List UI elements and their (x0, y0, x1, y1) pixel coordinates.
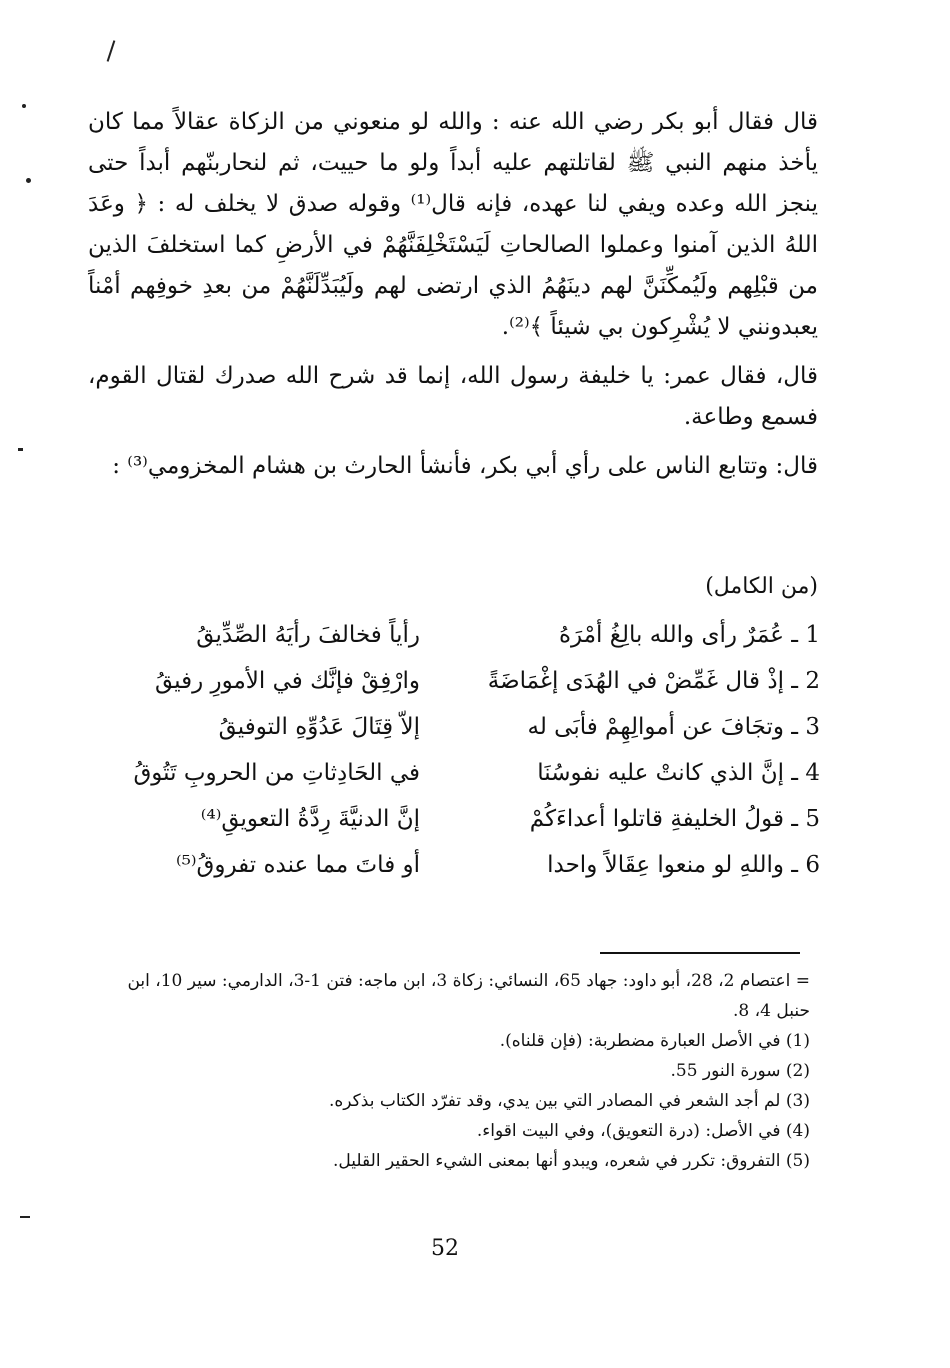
verse-second-hemistich: أو فاتَ مما عنده تفروقُ⁽⁵⁾ (175, 852, 420, 878)
verse-first-hemistich: 1 ـ عُمَرٌ رأى والله بالِغُ أمْرَهُ (558, 622, 820, 648)
verse-line (90, 750, 820, 796)
scan-mark (26, 178, 31, 183)
footnote-2: (2) سورة النور 55. (670, 1061, 810, 1081)
body-text (88, 102, 818, 495)
verse-first-hemistich: 5 ـ قولُ الخليفةِ قاتلوا أعداءَكُمْ (529, 806, 820, 832)
verse-second-hemistich: وارْفِقْ فإنَّك في الأمورِ رفيقُ (154, 668, 420, 694)
footnote-5: (5) التفروق: تكرر في شعره، ويبدو أنها بمعنى الشيء الحقير القليل. (333, 1151, 810, 1171)
paragraph-1: قال فقال أبو بكر رضي الله عنه : والله لو منعوني من الزكاة عقالاً مما كان يأخذ منهم النبي ﷺ لقاتلتهم عليه أبداً ولو ما حييت، ثم لنحاربنّهم أبداً حتى ينجز الله وعده ويفي لنا عهده، فإنه قال⁽¹⁾ وقوله صدق لا يخلف له : ﴿ وعَدَ اللهُ الذين آمنوا وعملوا الصالحاتِ لَيَسْتَخْلِفَنَّهُمْ في الأرضِ كما استخلفَ الذين من قبْلِهم ولَيُمكِّنَنَّ لهم دينَهُمُ الذي ارتضى لهم ولَيُبَدِّلَنَّهُمْ من بعدِ خوفِهم أمْناً يعبدونني لا يُشْرِكون بي شيئاً ﴾⁽²⁾. (88, 109, 818, 340)
footnotes (90, 966, 810, 1176)
verse-first-hemistich: 3 ـ وتجَافَ عن أموالِهِمْ فأبَى له (527, 714, 820, 740)
footnote-1: (1) في الأصل العبارة مضطربة: (فإن قلناه). (499, 1031, 810, 1051)
footnote-4: (4) في الأصل: (درة التعويق)، وفي البيت اقواء. (476, 1121, 810, 1141)
scan-mark (107, 40, 116, 62)
footnote-continuation: = اعتصام 2، 28، أبو داود: جهاد 65، النسائي: زكاة 3، ابن ماجه: فتن 1-3، الدارمي: سير 10، ابن حنبل 4، 8. (127, 971, 810, 1021)
verse-first-hemistich: 4 ـ إنَّ الذي كانتْ عليه نفوسُنَا (537, 760, 820, 786)
verse-first-hemistich: 2 ـ إذْ قال غَمِّضْ في الهُدَى إغْمَاضَةً (487, 668, 820, 694)
page-number: 52 (431, 1236, 459, 1261)
poem-meter: (من الكامل) (705, 574, 818, 599)
verse-line (90, 658, 820, 704)
verse-first-hemistich: 6 ـ واللهِ لو منعوا عِقَالاً واحدا (547, 852, 820, 878)
verse-line (90, 704, 820, 750)
paragraph-3: قال: وتتابع الناس على رأي أبي بكر، فأنشأ الحارث بن هشام المخزومي⁽³⁾ : (112, 453, 818, 479)
poem (90, 612, 820, 888)
verse-second-hemistich: إنَّ الدنيَّةَ رِدَّةُ التعويقِ⁽⁴⁾ (200, 806, 420, 832)
verse-second-hemistich: في الحَادِثاتِ من الحروبِ تَتُوقُ (133, 760, 420, 786)
footnote-3: (3) لم أجد الشعر في المصادر التي بين يدي، وقد تفرّد الكتاب بذكره. (328, 1091, 810, 1111)
verse-line (90, 796, 820, 842)
verse-second-hemistich: رأياً فخالفَ رأيَهُ الصِّدِّيقُ (196, 622, 420, 648)
scan-mark (22, 104, 26, 108)
verse-line (90, 612, 820, 658)
scan-mark (20, 1216, 30, 1218)
verse-line (90, 842, 820, 888)
scan-mark (18, 448, 23, 451)
footnote-divider (600, 952, 800, 954)
paragraph-2: قال، فقال عمر: يا خليفة رسول الله، إنما قد شرح الله صدرك لقتال القوم، فسمع وطاعة. (88, 363, 818, 430)
verse-second-hemistich: إلاّ قِتَالَ عَدُوِّهِ التوفيقُ (218, 714, 420, 740)
